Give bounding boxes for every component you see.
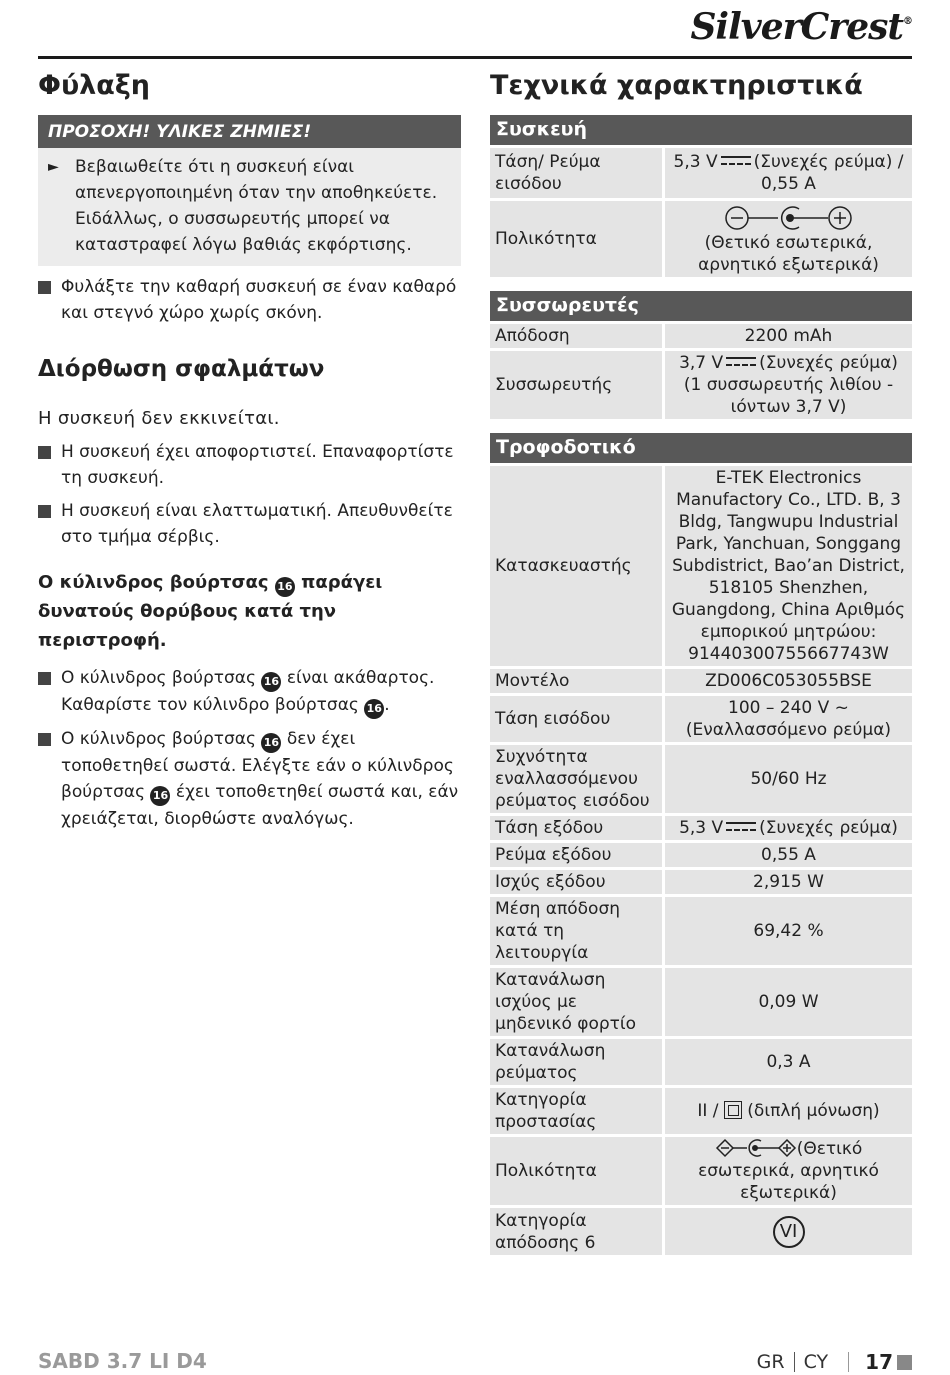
table-row xyxy=(490,1085,912,1134)
divider xyxy=(848,1352,849,1372)
storage-bullet: Φυλάξτε την καθαρή συσκευή σε έναν καθαρό και στεγνό χώρο χωρίς σκόνη. xyxy=(38,274,461,326)
battery-section-title: Συσσωρευτές xyxy=(490,291,912,321)
brand-logo: SilverCrest® xyxy=(690,6,912,48)
table-row xyxy=(490,1134,912,1205)
troubleshooting-heading: Διόρθωση σφαλμάτων xyxy=(38,356,325,382)
bullet-square-icon xyxy=(38,505,51,518)
dc-symbol-icon xyxy=(721,156,751,165)
problem-1-heading: Η συσκευή δεν εκκινείται. xyxy=(38,408,280,429)
efficiency-class-badge: VI xyxy=(773,1216,805,1248)
spec-key: Ρεύμα εξόδου xyxy=(490,840,665,867)
bullet-square-icon xyxy=(38,446,51,459)
spec-value: ZD006C053055BSE xyxy=(665,666,912,693)
footer-pagination xyxy=(757,1350,912,1374)
spec-key: Πολικότητα xyxy=(490,198,665,277)
bullet-square-icon xyxy=(38,281,51,294)
polarity-symbol-icon xyxy=(724,204,854,232)
problem-2-bullet-1: Ο κύλινδρος βούρτσας 16 είναι ακάθαρτος. Καθαρίστε τον κύλινδρο βούρτσας 16 . xyxy=(38,665,461,719)
table-row xyxy=(490,463,912,666)
ref-number-badge: 16 xyxy=(275,577,295,597)
table-row xyxy=(490,1205,912,1255)
problem-1-bullet-1: Η συσκευή έχει αποφορτιστεί. Επαναφορτίστε τη συσκευή. xyxy=(38,439,461,491)
table-row xyxy=(490,321,912,348)
ref-number-badge: 16 xyxy=(364,699,384,719)
spec-value: 5,3 V (Συνεχές ρεύμα) xyxy=(665,813,912,840)
registered-mark: ® xyxy=(903,16,912,27)
spec-value xyxy=(665,1205,912,1255)
bullet-square-icon xyxy=(38,733,51,746)
psu-section xyxy=(490,433,912,1255)
spec-key: Κατανάλωση ισχύος με μηδενικό φορτίο xyxy=(490,965,665,1036)
spec-key: Απόδοση xyxy=(490,321,665,348)
table-row xyxy=(490,1036,912,1085)
problem-2-heading: Ο κύλινδρος βούρτσας 16 παράγει δυνατούς θορύβους κατά την περιστροφή. xyxy=(38,572,383,651)
spec-value: 2,915 W xyxy=(665,867,912,894)
spec-key: Συχνότητα εναλλασσόμενου ρεύματος εισόδου xyxy=(490,742,665,813)
spec-value: 0,55 A xyxy=(665,840,912,867)
table-row xyxy=(490,840,912,867)
footer-lang-cy: CY xyxy=(803,1351,829,1373)
table-row xyxy=(490,894,912,965)
spec-key: Μέση απόδοση κατά τη λειτουργία xyxy=(490,894,665,965)
table-row xyxy=(490,666,912,693)
spec-value: 100 – 240 V ~ (Εναλλασσόμενο ρεύμα) xyxy=(665,693,912,742)
problem-1-bullet-2: Η συσκευή είναι ελαττωματική. Απευθυνθείτε στο τμήμα σέρβις. xyxy=(38,498,461,550)
warning-box xyxy=(38,148,461,266)
bullet-square-icon xyxy=(38,672,51,685)
spec-value: 0,3 A xyxy=(665,1036,912,1085)
polarity-symbol-icon xyxy=(715,1138,797,1158)
specs-heading: Τεχνικά χαρακτηριστικά xyxy=(490,70,863,101)
battery-table xyxy=(490,321,912,419)
spec-key: Κατασκευαστής xyxy=(490,463,665,666)
spec-key: Συσσωρευτής xyxy=(490,348,665,419)
storage-heading: Φύλαξη xyxy=(38,70,150,101)
psu-table xyxy=(490,463,912,1255)
ref-number-badge: 16 xyxy=(261,733,281,753)
spec-value: 3,7 V (Συνεχές ρεύμα) (1 συσσωρευτής λιθίου - ιόντων 3,7 V) xyxy=(665,348,912,419)
table-row xyxy=(490,867,912,894)
spec-key: Τάση εξόδου xyxy=(490,813,665,840)
spec-key: Ισχύς εξόδου xyxy=(490,867,665,894)
left-column xyxy=(38,70,461,832)
spec-value: (Θετικό εσωτερικά, αρνητικό εξωτερικά) xyxy=(665,198,912,277)
spec-key: Πολικότητα xyxy=(490,1134,665,1205)
table-row xyxy=(490,198,912,277)
device-table xyxy=(490,145,912,277)
problem-2-bullet-2: Ο κύλινδρος βούρτσας 16 δεν έχει τοποθετηθεί σωστά. Ελέγξτε εάν ο κύλινδρος βούρτσας 16 έχει τοποθετηθεί σωστά και, εάν χρειάζεται, διορθώστε αναλόγως. xyxy=(38,726,461,832)
spec-value: 5,3 V (Συνεχές ρεύμα) / 0,55 A xyxy=(665,145,912,198)
spec-key: Μοντέλο xyxy=(490,666,665,693)
spec-value: II / (διπλή μόνωση) xyxy=(665,1085,912,1134)
spec-value: 50/60 Hz xyxy=(665,742,912,813)
table-row xyxy=(490,693,912,742)
spec-value: 0,09 W xyxy=(665,965,912,1036)
table-row xyxy=(490,348,912,419)
footer-lang-gr: GR xyxy=(756,1351,785,1373)
battery-section xyxy=(490,291,912,419)
device-section-title: Συσκευή xyxy=(490,115,912,145)
header-rule xyxy=(38,56,912,59)
spec-key: Κατηγορία προστασίας xyxy=(490,1085,665,1134)
psu-section-title: Τροφοδοτικό xyxy=(490,433,912,463)
spec-key: Κατηγορία απόδοσης 6 xyxy=(490,1205,665,1255)
divider xyxy=(794,1352,795,1372)
ref-number-badge: 16 xyxy=(261,672,281,692)
spec-value: 69,42 % xyxy=(665,894,912,965)
spec-key: Τάση εισόδου xyxy=(490,693,665,742)
double-insulation-icon xyxy=(724,1101,742,1119)
dc-symbol-icon xyxy=(726,822,756,831)
ref-number-badge: 16 xyxy=(150,786,170,806)
spec-key: Τάση/ Ρεύμα εισόδου xyxy=(490,145,665,198)
dc-symbol-icon xyxy=(726,357,756,366)
page-marker-square-icon xyxy=(897,1355,912,1370)
spec-key: Κατανάλωση ρεύματος xyxy=(490,1036,665,1085)
spec-value: 2200 mAh xyxy=(665,321,912,348)
table-row xyxy=(490,742,912,813)
warning-text: Βεβαιωθείτε ότι η συσκευή είναι απενεργοποιημένη όταν την αποθηκεύετε. Ειδάλλως, ο συσσωρευτής μπορεί να καταστραφεί λόγω βαθιάς εκφόρτισης. xyxy=(75,157,438,255)
warning-title: ΠΡΟΣΟΧΗ! ΥΛΙΚΕΣ ΖΗΜΙΕΣ! xyxy=(38,115,461,148)
table-row xyxy=(490,813,912,840)
right-column xyxy=(490,70,912,1255)
spec-value: E-TEK Electronics Manufactory Co., LTD. B, 3 Bldg, Tangwupu Industrial Park, Yanchuan, Songgang Subdistrict, Bao’an District, 518105 Shenzhen, Guangdong, China Αριθμός εμπορικού μητρώου: 91440300755667743W xyxy=(665,463,912,666)
arrow-icon: ► xyxy=(48,159,59,175)
table-row xyxy=(490,965,912,1036)
page-number: 17 xyxy=(865,1350,893,1374)
spec-value: (Θετικό εσωτερικά, αρνητικό εξωτερικά) xyxy=(665,1134,912,1205)
footer-model: SABD 3.7 LI D4 xyxy=(38,1349,207,1373)
device-section xyxy=(490,115,912,277)
table-row xyxy=(490,145,912,198)
